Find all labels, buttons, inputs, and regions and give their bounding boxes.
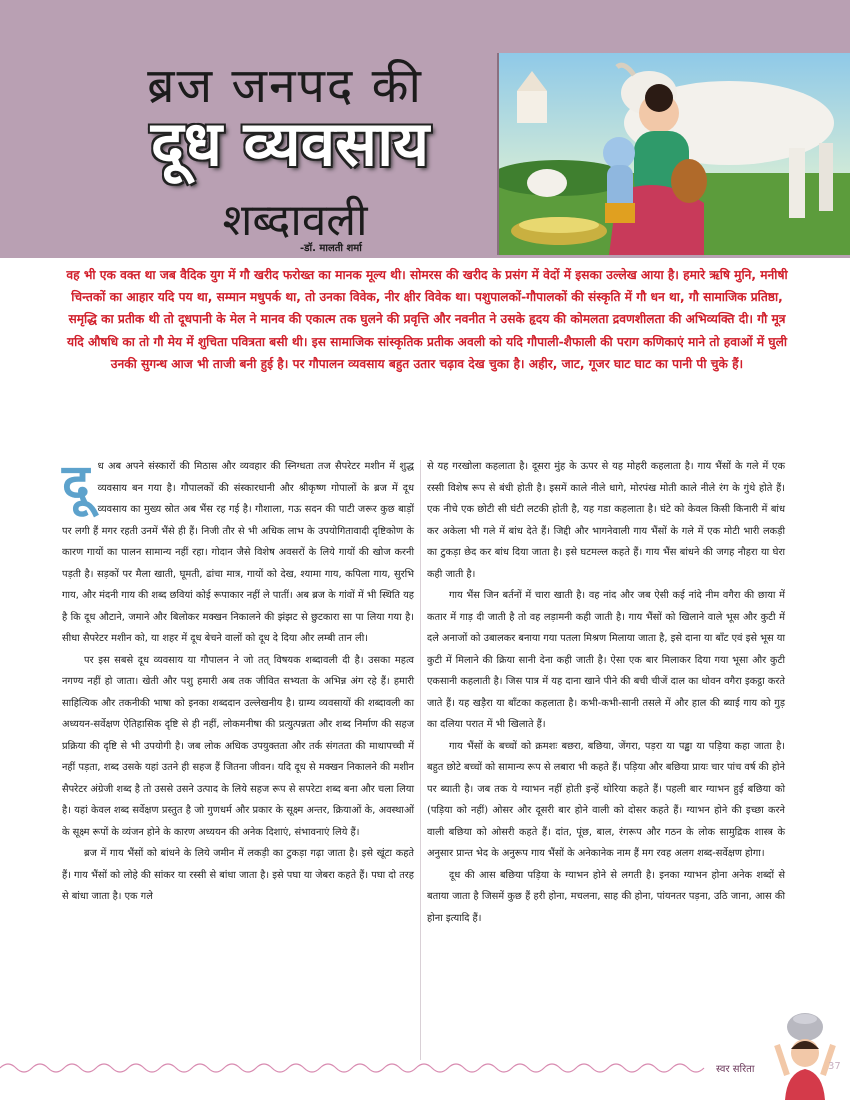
magazine-name: स्वर सरिता <box>716 1064 755 1075</box>
paragraph: दूध की आस बछिया पड़िया के ग्याभन होने से लगती है। इनका ग्याभन होना अनेक शब्दों से बताया जाता है जिसमें कुछ हैं हरी होना, मचलना, साह की होना, पांयनतर पड़ना, उठि जाना, आस की होना इत्यादि हैं। <box>427 869 785 924</box>
paragraph: गाय भैंस जिन बर्तनों में चारा खाती है। वह नांद और जब ऐसी कई नांदे नीम वगैरा की छाया में कतार में गाड़ दी जाती है तो वह लड़ामनी कही जाती है। गाय भैंसों को खिलाने वाले भूस और कुटी में दले अनाजों को उबालकर बनाया गया पतला मिश्रण मिलाया जाता है, इसे दाना या बाँट एवं इसे भूस या कुटी में मिलाने की क्रिया सानी देना कही जाती है। ऐसा एक बार मिलाकर दिया गया भूसा और कुटी एकसानी कहलाती है। जिस पात्र में यह दाना खाने पीने की बची चीजें दाल का धोवन वगैरा इकट्ठा करते जाते हैं। यह खड़ैरा या बाँटका कहलाता है। कभी-कभी-सानी तसले में और हाल की ब्याई गाय को गुड़ का दलिया परात में भी खिलाते हैं। <box>427 590 785 730</box>
paragraph: गाय भैंसों के बच्चों को क्रमशः बछरा, बछिया, जेंगरा, पड़रा या पड्ढा या पड़िया कहा जाता है। बहुत छोटे बच्चों को सामान्य रूप से लबारा भी कहते हैं। पड़िया और बछिया प्रायः चार पांच वर्ष की होने पर ब्याती है। जब तक ये ग्याभन नहीं होती इन्हें थोरिया कहते हैं। पहली बार ग्याभन हुई बछिया को (पड़िया को नहीं) ओसर और दूसरी बार होने वाली को दोसर कहते हैं। ग्याभन होने की इच्छा करने वाली बछिया को ओसरी कहते हैं। दांत, पूंछ, बाल, रंगरूप और गठन के लोक सामुद्रिक शास्त्र के अनुसार प्रान्त भेद के अनुरूप गाय भैंसों के अनेकानेक नाम हैं मग रवह अलग शब्द-सर्वेक्षण होगा। <box>427 740 785 859</box>
krishna-cow-painting-icon <box>497 53 850 255</box>
paragraph: ब्रज में गाय भैंसों को बांधने के लिये जमीन में लकड़ी का टुकड़ा गढ़ा जाता है। इसे खूंटा कहते हैं। गाय भैंसों को लोहे की सांकर या रस्सी से बांधा जाता है। इसे पघा या जेबरा कहते हैं। पघा दो तरह से बांधा जाता है। एक गले <box>62 848 414 902</box>
author-byline: -डॉ. मालती शर्मा <box>300 243 362 254</box>
paragraph-text: ध अब अपने संस्कारों की मिठास और व्यवहार की स्निग्धता तज सैपरेटर मशीन में शुद्ध व्यवसाय बन गया है। गौपालकों की संस्कारधानी और श्रीकृष्ण गोपालों के ब्रज में दूध व्यवसाय का मुख्य स्रोत अब भैंस रह गई है। गौशाला, गऊ सदन की पाटी जरूर कुछ बाड़ों पर लगी हैं मगर रहती उनमें भैंसे ही हैं। निजी तौर से भी अधिक लाभ के उपयोगितावादी दृष्टिकोण के कारण गायों का पालन सामान्य नहीं रहा। गोदान जैसे विशेष अवसरों के लिये गायों की खोज करनी पड़ती है। सड़कों पर मैला खाती, घूमती, ढांचा मात्र, गायों को देख, श्यामा गाय, कपिला गाय, सुरभि गाय, और मंदनी गाय की शब्द छवियां कोई रूपाकार नहीं ले पातीं। अब ब्रज के गांवों में भी स्थिति यह है कि दूध औटाने, जमाने और बिलोकर मक्खन निकालने की झंझट से छुटकारा सा पा लिया गया है। सीधा सैपरेटर मशीन को, या शहर में दूध बेचने वालों को दूध दे दिया और लम्बी तान ली। <box>62 461 414 644</box>
paragraph <box>62 456 414 650</box>
intro-paragraph: वह भी एक वक्त था जब वैदिक युग में गौ खरीद फरोख्त का मानक मूल्य थी। सोमरस की खरीद के प्रसंग में वेदों में इसका उल्लेख आया है। हमारे ऋषि मुनि, मनीषी चिन्तकों का आहार यदि पय था, सम्मान मधुपर्क था, तो उनका विवेक, नीर क्षीर विवेक था। पशुपालकों-गौपालकों की संस्कृति में गौ धन था, गौ सामाजिक प्रतिष्ठा, समृद्धि का प्रतीक थी तो दूधपानी के मेल ने मानव की एकात्म तक घुलने की प्रवृत्ति और नवनीत ने उसके हृदय की कोमलता द्रवणशीलता की अभिव्यक्ति दी। गौ मूत्र यदि औषधि का तो गौ मेय में शुचिता पवित्रता बसी थी। इस सामाजिक सांस्कृतिक प्रतीक अवली को यदि गौपाली-शैफाली की पराग कणिकाएं माने तो हवाओं में घुली उनकी सुगन्ध आज भी ताजी बनी हुई है। पर गौपालन व्यवसाय बहुत उतार चढ़ाव देख चुका है। अहीर, जाट, गूजर घाट घाट का पानी पी चुके हैं। <box>66 268 788 371</box>
dropcap: दू <box>62 454 90 514</box>
title-line-2: दूध व्यवसाय <box>150 107 430 180</box>
page-number: 37 <box>828 1061 841 1072</box>
footer-wave-decoration <box>0 1058 760 1078</box>
paragraph: पर इस सबसे दूध व्यवसाय या गौपालन ने जो तत् विषयक शब्दावली दी है। उसका महत्व नगण्य नहीं हो जाता। खेती और पशु हमारी अब तक जीवित सभ्यता के अभिन्न अंग रहे हैं। हमारी साहित्यिक और तकनीकी भाषा को इनका शब्ददान उल्लेखनीय है। ग्राम्य व्यवसायों की शब्दावली का अध्ययन-सर्वेक्षण ऐतिहासिक दृष्टि से ही नहीं, लोकमनीषा की प्रत्युत्पन्नता और शब्द निर्माण की सहज प्रक्रिया की दृष्टि से भी उपयोगी है। जब लोक अधिक उपयुक्तता और तर्क संगतता की माथापच्ची में नहीं पड़ता, शब्द उसके यहां उतने ही सहज हैं जितना जीवन। यदि दूध से मक्खन निकालने की मशीन सैपरेटर अंग्रेजी शब्द है तो उससे उसने उत्पाद के लिये सहज रूप से सपरेटा शब्द बना और चला लिया है। यहां केवल शब्द सर्वेक्षण प्रस्तुत है जो गुणधर्म और प्रकार के सूक्ष्म अन्तर, क्रियाओं के, अवस्थाओं के सूक्ष्म रूपों के व्यंजन होने के कारण अध्ययन की अनेक दिशाएं, संभावनाएं लिये हैं। <box>62 654 414 838</box>
right-column <box>427 456 785 929</box>
title-line-1: ब्रज जनपद की <box>147 58 423 114</box>
left-column <box>62 456 414 908</box>
paragraph: से यह गरखोला कहलाता है। दूसरा मुंह के ऊपर से यह मोहरी कहलाता है। गाय भैंसों के गले में एक रस्सी विशेष रूप से बंधी होती है। इसमें काले नीले धागे, मोरपंख मोती काले नीले रंग के गुंथे होते हैं। एक नीचे एक छोटी सी घंटी लटकी होती है, यह गडा कहलाता है। घंटे को केवल किसी किनारी में बांध कर अकेला भी गले में बांध देते हैं। जिद्दी और भागनेवाली गाय भैंसों के गले में एक मोटी भारी लकड़ी का टुकड़ा छेद कर बांध दिया जाता है। इसे घटमल्ल कहते हैं। गाय भैंस बांधने की जगह नौहरा या घेरा कही जाती है। <box>427 461 785 580</box>
title-line-3: शब्दावली <box>222 195 368 246</box>
girl-with-pot-icon <box>755 1005 850 1100</box>
column-divider <box>420 460 421 1060</box>
